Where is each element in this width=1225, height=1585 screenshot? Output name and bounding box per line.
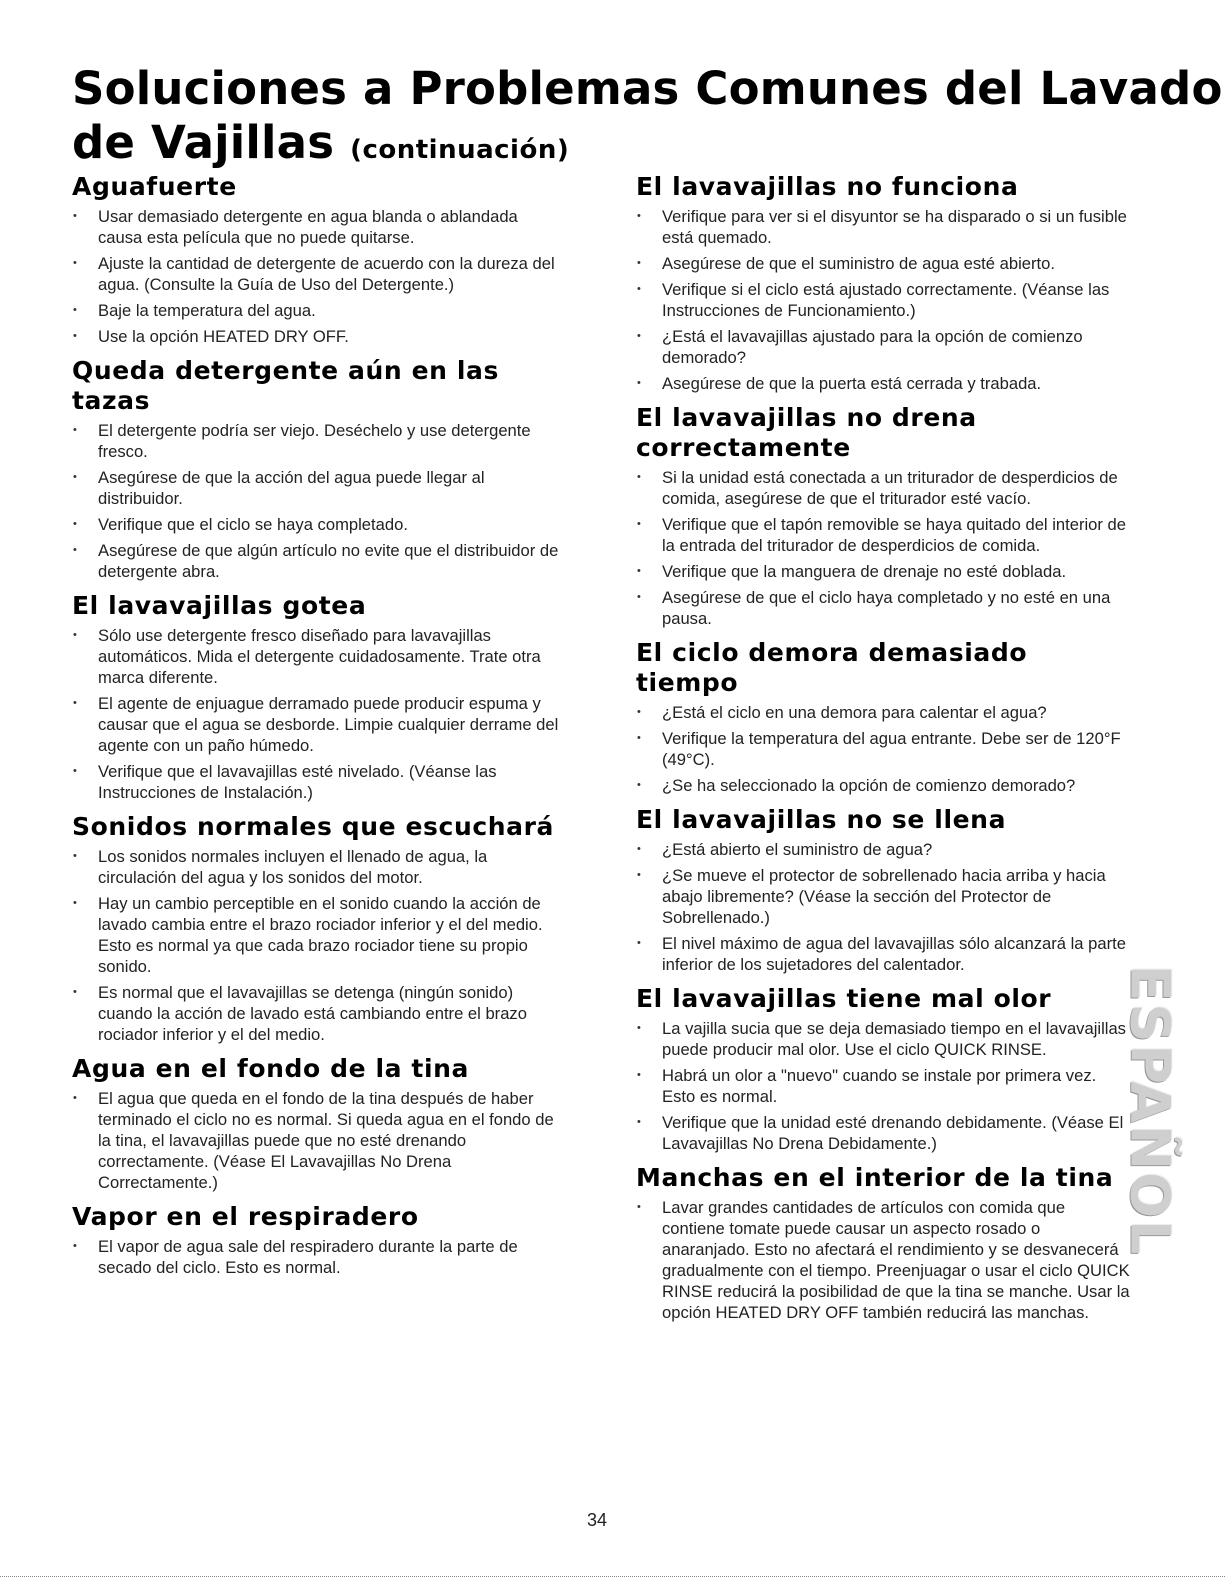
troubleshooting-section bbox=[636, 984, 1131, 1154]
section-heading: El lavavajillas no drena correctamente bbox=[636, 403, 977, 462]
solution-item: • Ajuste la cantidad de detergente de acuerdo con la dureza del agua. (Consulte la Guía de Uso del Detergente.) bbox=[72, 253, 566, 295]
bottom-divider bbox=[0, 1576, 1225, 1579]
solution-item: • Asegúrese de que algún artículo no evite que el distribuidor de detergente abra. bbox=[72, 540, 566, 582]
section-heading: Agua en el fondo de la tina bbox=[72, 1054, 470, 1083]
section-heading: Aguafuerte bbox=[72, 172, 237, 201]
solution-item: • Verifique que el tapón removible se haya quitado del interior de la entrada del triturador de desperdicios de comida. bbox=[636, 514, 1131, 556]
solution-item: • Lavar grandes cantidades de artículos con comida que contiene tomate puede causar un aspecto rosado o anaranjado. Esto no afectará el rendimiento y se desvanecerá gradualmente con el tiempo. Preenjuagar o usar el ciclo QUICK RINSE reducirá la posibilidad de que la tina se manche. Usar la opción HEATED DRY OFF también reducirá las manchas. bbox=[636, 1197, 1131, 1323]
left-column bbox=[72, 172, 566, 1287]
section-heading: Manchas en el interior de la tina bbox=[636, 1163, 1114, 1192]
solution-item: • Use la opción HEATED DRY OFF. bbox=[72, 326, 566, 347]
solution-list bbox=[72, 625, 566, 803]
language-side-tab bbox=[1114, 964, 1186, 1256]
solution-item: • Es normal que el lavavajillas se detenga (ningún sonido) cuando la acción de lavado está cambiando entre el brazo rociador inferior y el del medio. bbox=[72, 982, 566, 1045]
language-side-tab-label: ESPAÑOL bbox=[1118, 964, 1182, 1256]
page-title-continuation: (continuación) bbox=[350, 135, 570, 165]
solution-item: • Asegúrese de que el ciclo haya completado y no esté en una pausa. bbox=[636, 587, 1131, 629]
troubleshooting-section bbox=[636, 638, 1131, 796]
troubleshooting-section bbox=[72, 1202, 566, 1278]
solution-item: • Hay un cambio perceptible en el sonido cuando la acción de lavado cambia entre el brazo rociador inferior y el del medio. Esto es normal ya que cada brazo rociador tiene su propio sonido. bbox=[72, 893, 566, 977]
solution-item: • ¿Se ha seleccionado la opción de comienzo demorado? bbox=[636, 775, 1131, 796]
solution-item: • ¿Se mueve el protector de sobrellenado hacia arriba y hacia abajo libremente? (Véase la sección del Protector de Sobrellenado.) bbox=[636, 865, 1131, 928]
section-heading: El lavavajillas no se llena bbox=[636, 805, 1007, 834]
solution-item: • Verifique si el ciclo está ajustado correctamente. (Véanse las Instrucciones de Funcionamiento.) bbox=[636, 279, 1131, 321]
solution-list bbox=[636, 702, 1131, 796]
solution-item: • Verifique que la unidad esté drenando debidamente. (Véase El Lavavajillas No Drena Debidamente.) bbox=[636, 1112, 1131, 1154]
solution-item: • Verifique que la manguera de drenaje no esté doblada. bbox=[636, 561, 1131, 582]
solution-item: • Habrá un olor a "nuevo" cuando se instale por primera vez. Esto es normal. bbox=[636, 1065, 1131, 1107]
solution-item: • El agua que queda en el fondo de la tina después de haber terminado el ciclo no es normal. Si queda agua en el fondo de la tina, el lavavajillas puede que no esté drenando correctamente. (Véase El Lavavajillas No Drena Correctamente.) bbox=[72, 1088, 566, 1193]
troubleshooting-section bbox=[636, 172, 1131, 394]
solution-list bbox=[636, 206, 1131, 394]
solution-item: • Verifique que el ciclo se haya completado. bbox=[72, 514, 566, 535]
page-title-main: Soluciones a Problemas Comunes del Lavado de Vajillas bbox=[72, 62, 1223, 169]
solution-item: • ¿Está abierto el suministro de agua? bbox=[636, 839, 1131, 860]
solution-list bbox=[636, 1018, 1131, 1154]
solution-list bbox=[636, 1197, 1131, 1323]
troubleshooting-section bbox=[636, 403, 1131, 629]
section-heading: Sonidos normales que escuchará bbox=[72, 812, 555, 841]
solution-list bbox=[72, 1236, 566, 1278]
troubleshooting-section bbox=[72, 172, 566, 347]
solution-item: • El agente de enjuague derramado puede producir espuma y causar que el agua se desborde. Limpie cualquier derrame del agente con un paño húmedo. bbox=[72, 693, 566, 756]
section-heading: Queda detergente aún en las tazas bbox=[72, 356, 499, 415]
solution-item: • Si la unidad está conectada a un triturador de desperdicios de comida, asegúrese de que el triturador esté vacío. bbox=[636, 467, 1131, 509]
section-heading: El ciclo demora demasiado tiempo bbox=[636, 638, 1028, 697]
troubleshooting-section bbox=[72, 356, 566, 582]
solution-list bbox=[72, 420, 566, 582]
troubleshooting-section bbox=[72, 812, 566, 1045]
solution-item: • Verifique la temperatura del agua entrante. Debe ser de 120°F (49°C). bbox=[636, 728, 1131, 770]
solution-item: • Verifique para ver si el disyuntor se ha disparado o si un fusible está quemado. bbox=[636, 206, 1131, 248]
solution-item: • Verifique que el lavavajillas esté nivelado. (Véanse las Instrucciones de Instalación.) bbox=[72, 761, 566, 803]
solution-item: • Asegúrese de que la acción del agua puede llegar al distribuidor. bbox=[72, 467, 566, 509]
troubleshooting-section bbox=[72, 1054, 566, 1193]
solution-list bbox=[636, 467, 1131, 629]
section-heading: Vapor en el respiradero bbox=[72, 1202, 419, 1231]
section-heading: El lavavajillas gotea bbox=[72, 591, 367, 620]
troubleshooting-section bbox=[636, 1163, 1131, 1323]
solution-item: • Los sonidos normales incluyen el llenado de agua, la circulación del agua y los sonidos del motor. bbox=[72, 846, 566, 888]
troubleshooting-section bbox=[636, 805, 1131, 975]
section-heading: El lavavajillas tiene mal olor bbox=[636, 984, 1052, 1013]
page-title bbox=[72, 62, 1225, 177]
solution-item: • Asegúrese de que el suministro de agua esté abierto. bbox=[636, 253, 1131, 274]
solution-item: • ¿Está el ciclo en una demora para calentar el agua? bbox=[636, 702, 1131, 723]
page-number: 34 bbox=[587, 1510, 608, 1530]
troubleshooting-section bbox=[72, 591, 566, 803]
solution-list bbox=[72, 846, 566, 1045]
solution-item: • Baje la temperatura del agua. bbox=[72, 300, 566, 321]
solution-item: • La vajilla sucia que se deja demasiado tiempo en el lavavajillas puede producir mal olor. Use el ciclo QUICK RINSE. bbox=[636, 1018, 1131, 1060]
solution-list bbox=[636, 839, 1131, 975]
solution-list bbox=[72, 1088, 566, 1193]
solution-item: • ¿Está el lavavajillas ajustado para la opción de comienzo demorado? bbox=[636, 326, 1131, 368]
section-heading: El lavavajillas no funciona bbox=[636, 172, 1019, 201]
solution-item: • Usar demasiado detergente en agua blanda o ablandada causa esta película que no puede quitarse. bbox=[72, 206, 566, 248]
solution-list bbox=[72, 206, 566, 347]
solution-item: • El nivel máximo de agua del lavavajillas sólo alcanzará la parte inferior de los sujetadores del calentador. bbox=[636, 933, 1131, 975]
solution-item: • Sólo use detergente fresco diseñado para lavavajillas automáticos. Mida el detergente cuidadosamente. Trate otra marca diferente. bbox=[72, 625, 566, 688]
solution-item: • El vapor de agua sale del respiradero durante la parte de secado del ciclo. Esto es normal. bbox=[72, 1236, 566, 1278]
solution-item: • Asegúrese de que la puerta está cerrada y trabada. bbox=[636, 373, 1131, 394]
right-column bbox=[636, 172, 1131, 1332]
solution-item: • El detergente podría ser viejo. Deséchelo y use detergente fresco. bbox=[72, 420, 566, 462]
